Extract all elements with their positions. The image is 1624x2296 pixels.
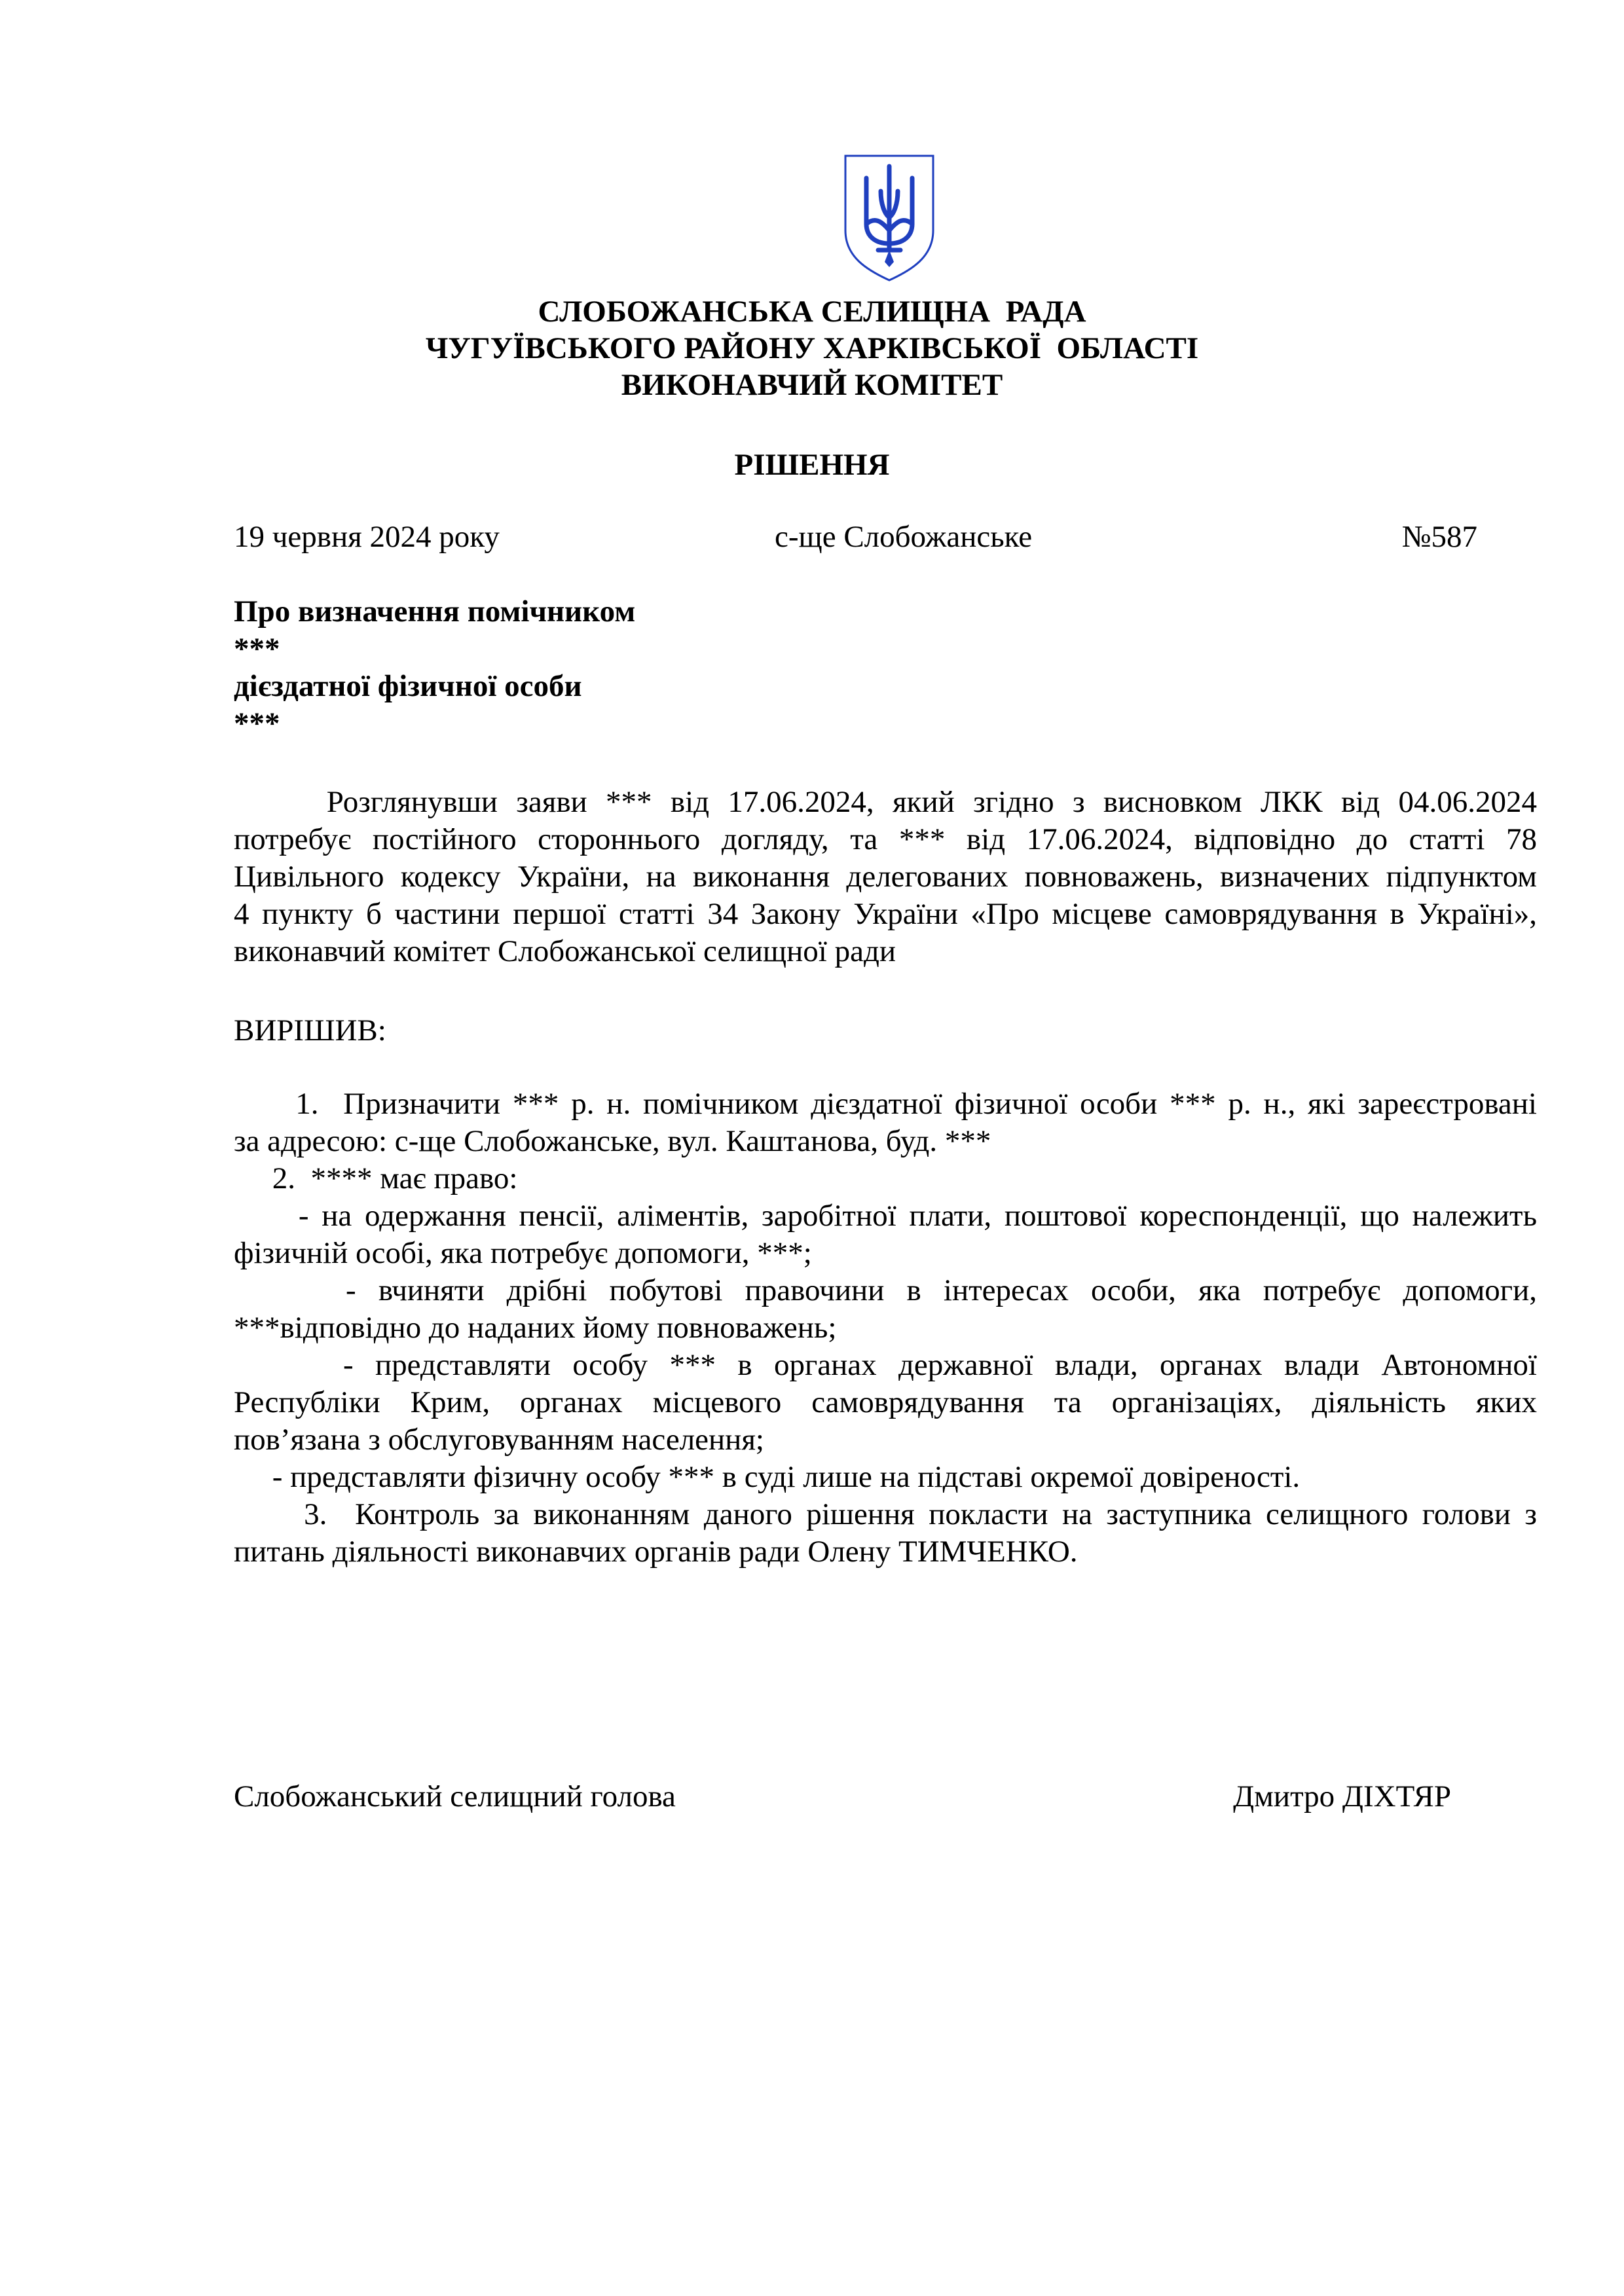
subject-line: Про визначення помічником xyxy=(234,594,636,629)
signatory-position: Слобожанський селищний голова xyxy=(234,1779,676,1813)
executive-committee-name: ВИКОНАВЧИЙ КОМІТЕТ xyxy=(621,368,1003,402)
right-item-representation: - представляти особу *** в органах державної влади, органах влади Автономної xyxy=(234,1348,1537,1382)
preamble-line: 4 пункту б частини першої статті 34 Закону України «Про місцеве самоврядування в Україні», xyxy=(234,897,1537,931)
decision-item-3-cont: питань діяльності виконавчих органів ради Олену ТИМЧЕНКО. xyxy=(234,1535,1078,1569)
decision-item-3: 3. Контроль за виконанням даного рішення покласти на заступника селищного голови з xyxy=(234,1497,1537,1531)
preamble-line: потребує постійного стороннього догляду, та *** від 17.06.2024, відповідно до статті 78 xyxy=(234,822,1537,856)
district-region-name: ЧУГУЇВСЬКОГО РАЙОНУ ХАРКІВСЬКОЇ ОБЛАСТІ xyxy=(425,331,1199,365)
right-item-transactions: - вчиняти дрібні побутові правочини в інтересах особи, яка потребує допомоги, xyxy=(234,1273,1537,1307)
decision-item-1: 1. Призначити *** р. н. помічником дієздатної фізичної особи *** р. н., які зареєстровані xyxy=(234,1087,1537,1121)
decision-item-2: 2. **** має право: xyxy=(234,1161,518,1195)
subject-line: *** xyxy=(234,632,280,666)
right-item-pension: - на одержання пенсії, аліментів, заробітної плати, поштової кореспонденції, що належить xyxy=(234,1199,1537,1233)
subject-line: дієздатної фізичної особи xyxy=(234,669,582,703)
decision-items xyxy=(234,1085,1537,1571)
decision-item-1-cont: за адресою: с-ще Слобожанське, вул. Каштанова, буд. *** xyxy=(234,1124,991,1158)
subject-line: *** xyxy=(234,706,280,740)
document-date: 19 червня 2024 року xyxy=(234,520,500,554)
right-item-representation-cont: Республіки Крим, органах місцевого самоврядування та організаціях, діяльність яких xyxy=(234,1385,1537,1419)
trident-coat-of-arms-icon xyxy=(840,152,938,283)
document-place: с-ще Слобожанське xyxy=(775,520,1033,554)
signatory-name: Дмитро ДІХТЯР xyxy=(1233,1779,1451,1813)
right-item-court: - представляти фізичну особу *** в суді лише на підставі окремої довіреності. xyxy=(234,1460,1301,1494)
decision-subject xyxy=(234,593,635,742)
council-name: СЛОБОЖАНСЬКА СЕЛИЩНА РАДА xyxy=(538,295,1086,329)
preamble-line: Розглянувши заяви *** від 17.06.2024, який згідно з висновком ЛКК від 04.06.2024 xyxy=(234,785,1537,819)
preamble-paragraph xyxy=(234,784,1537,970)
right-item-representation-cont: пов’язана з обслуговуванням населення; xyxy=(234,1423,764,1457)
preamble-line: виконавчий комітет Слобожанської селищної ради xyxy=(234,934,896,968)
right-item-transactions-cont: ***відповідно до наданих йому повноважень; xyxy=(234,1311,837,1345)
document-type-title: РІШЕННЯ xyxy=(734,448,890,482)
preamble-line: Цивільного кодексу України, на виконання делегованих повноважень, визначених підпунктом xyxy=(234,860,1537,894)
document-number: №587 xyxy=(1401,520,1477,554)
right-item-pension-cont: фізичній особі, яка потребує допомоги, ***; xyxy=(234,1236,812,1270)
decided-label: ВИРІШИВ: xyxy=(234,1013,386,1048)
